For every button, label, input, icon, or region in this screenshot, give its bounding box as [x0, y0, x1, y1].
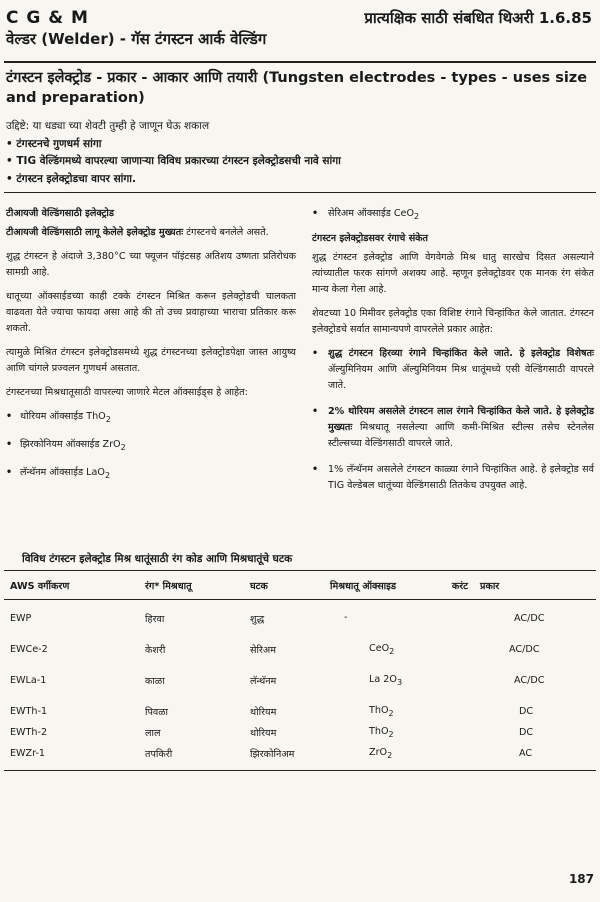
section-heading-electrodes: टीआयजी वेल्डिंगसाठी इलेक्ट्रोड [6, 208, 115, 219]
objectives-divider [4, 192, 596, 193]
page-header [6, 8, 594, 49]
table-row: EWCe-2 केशरी सेरिअम CeO$_2$ AC/DC [10, 643, 540, 656]
table-row: EWP हिरवा शुद्ध - AC/DC [10, 612, 545, 625]
list-item: • 1% लॅन्थॅनम असलेले टंगस्टन काळ्या रंगाने चिन्हांकित आहे. हे इलेक्ट्रोड सर्व TIG वेल्डेबल धातूंच्या वेल्डिंगसाठी तितकेच उपयुक्त आहे. [312, 462, 594, 494]
column-header: मिश्रधातू ऑक्साइड [324, 571, 424, 600]
objectives [6, 118, 596, 188]
column-header: प्रकार [474, 571, 596, 600]
header-divider [4, 61, 596, 63]
oxide-list [6, 409, 296, 484]
objective-item: • टंगस्टनचे गुणधर्म सांगा [6, 137, 102, 150]
table-row: EWTh-2 लाल थोरियम ThO$_2$ DC [10, 726, 534, 739]
ceria-list [312, 206, 594, 225]
paragraph: धातूच्या ऑक्साईडच्या काही टक्के टंगस्टन मिश्रित करून इलेक्ट्रोडची चालकता वाढवता येते ज्याचा फायदा असा आहे की तो उच्च प्रवाहाच्या भाराचा प्रतिकार करू शकतो. [6, 291, 296, 334]
column-header: रंग* मिश्रधातू [139, 571, 244, 600]
paragraph: शुद्ध टंगस्टन हे अंदाजे 3,380°C च्या फ्यूजन पॉइंटसह अतिशय उष्णता प्रतिरोधक सामग्री आहे. [6, 251, 296, 278]
right-column [312, 206, 594, 504]
list-item: • शुद्ध टंगस्टन हिरव्या रंगाने चिन्हांकित केले जाते. हे इलेक्ट्रोड विशेषतः ॲल्युमिनियम आणि ॲल्युमिनियम मिश्र धातूंमध्ये एसी वेल्डिंगसाठी वापरले जाते. [312, 346, 594, 394]
table-header-row [4, 571, 596, 600]
list-item: • सेरिअम ऑक्साईड CeO$_2$ [312, 206, 594, 225]
column-header: घटक [244, 571, 324, 600]
list-item: • लॅन्थॅनम ऑक्साईड LaO$_2$ [6, 465, 296, 484]
column-header: AWS वर्गीकरण [4, 571, 139, 600]
objectives-intro: उद्दिष्टे: या धड्या च्या शेवटी तुम्ही हे जाणून घेऊ शकाल [6, 120, 210, 132]
trade-name: C G & M [6, 8, 89, 28]
column-header: करंट [424, 571, 474, 600]
table-row: EWLa-1 काळा लॅन्थॅनम La $2O_3$ AC/DC [10, 674, 545, 687]
paragraph: टंगस्टनच्या मिश्रधातूसाठी वापरल्या जाणारे मेटल ऑक्साईड्स हे आहेत: [6, 387, 248, 398]
color-code-table [4, 570, 596, 771]
page-number: 187 [568, 872, 594, 886]
paragraph: त्यामुळे मिश्रित टंगस्टन इलेक्ट्रोडसमध्ये शुद्ध टंगस्टनच्या इलेक्ट्रोडपेक्षा जास्त आयुष्य आणि चांगले प्रज्वलन गुणधर्म असतात. [6, 347, 296, 374]
objective-item: • टंगस्टन इलेक्ट्रोडचा वापर सांगा. [6, 172, 137, 185]
objective-item: • TIG वेल्डिंगमध्ये वापरल्या जाणाऱ्या विविध प्रकारच्या टंगस्टन इलेक्ट्रोडसची नावे सांगा [6, 155, 341, 167]
exercise-reference: प्रात्यक्षिक साठी संबधित थिअरी 1.6.85 [364, 9, 592, 27]
section-heading-color-codes: टंगस्टन इलेक्ट्रोडसवर रंगाचे संकेत [312, 232, 429, 244]
lesson-title: टंगस्टन इलेक्ट्रोड - प्रकार - आकार आणि तयारी (Tungsten electrodes - types - uses size and preparation) [6, 70, 588, 106]
paragraph: शुद्ध टंगस्टन इलेक्ट्रोड आणि वेगवेगळे मिश्र धातु सारखेच दिसत असल्याने त्यांच्यातील फरक सांगणे अशक्य आहे. म्हणून इलेक्ट्रोडवर एक मानक रंग संकेत मान्य केला गेला आहे. [312, 251, 594, 295]
list-item: • 2% थोरियम असलेले टंगस्टन लाल रंगाने चिन्हांकित केले जाते. हे इलेक्ट्रोड मुख्यतः मिश्रधातू नसलेल्या आणि कमी-मिश्रित स्टील्स तसेच स्टेनलेस स्टील्सच्या वेल्डिंगसाठी वापरले जाते. [312, 404, 594, 452]
table-row: EWZr-1 तपकिरी झिरकोनिअम ZrO$_2$ AC [4, 743, 596, 771]
list-item: • थोरियम ऑक्साईड ThO$_2$ [6, 409, 296, 428]
table-caption: विविध टंगस्टन इलेक्ट्रोड मिश्र धातूंसाठी रंग कोड आणि मिश्रधातूंचे घटक [22, 553, 293, 565]
left-column [6, 206, 296, 493]
paragraph: टीआयजी वेल्डिंगसाठी लागू केलेले इलेक्ट्रोड मुख्यतः टंगस्टनचे बनलेले असते. [6, 227, 269, 238]
paragraph: शेवटच्या 10 मिमीवर इलेक्ट्रोड एका विशिष्ट रंगाने चिन्हांकित केले जातात. टंगस्टन इलेक्ट्रोडचे सर्वात सामान्यपणे वापरलेले प्रकार आहेत: [312, 307, 594, 335]
list-item: • झिरकोनियम ऑक्साईड ZrO$_2$ [6, 437, 296, 456]
table-row: EWTh-1 पिवळा थोरियम ThO$_2$ DC [10, 705, 534, 718]
subject-title: वेल्डर (Welder) - गॅस टंगस्टन आर्क वेल्डिंग [6, 30, 267, 48]
electrode-type-list [312, 346, 594, 494]
